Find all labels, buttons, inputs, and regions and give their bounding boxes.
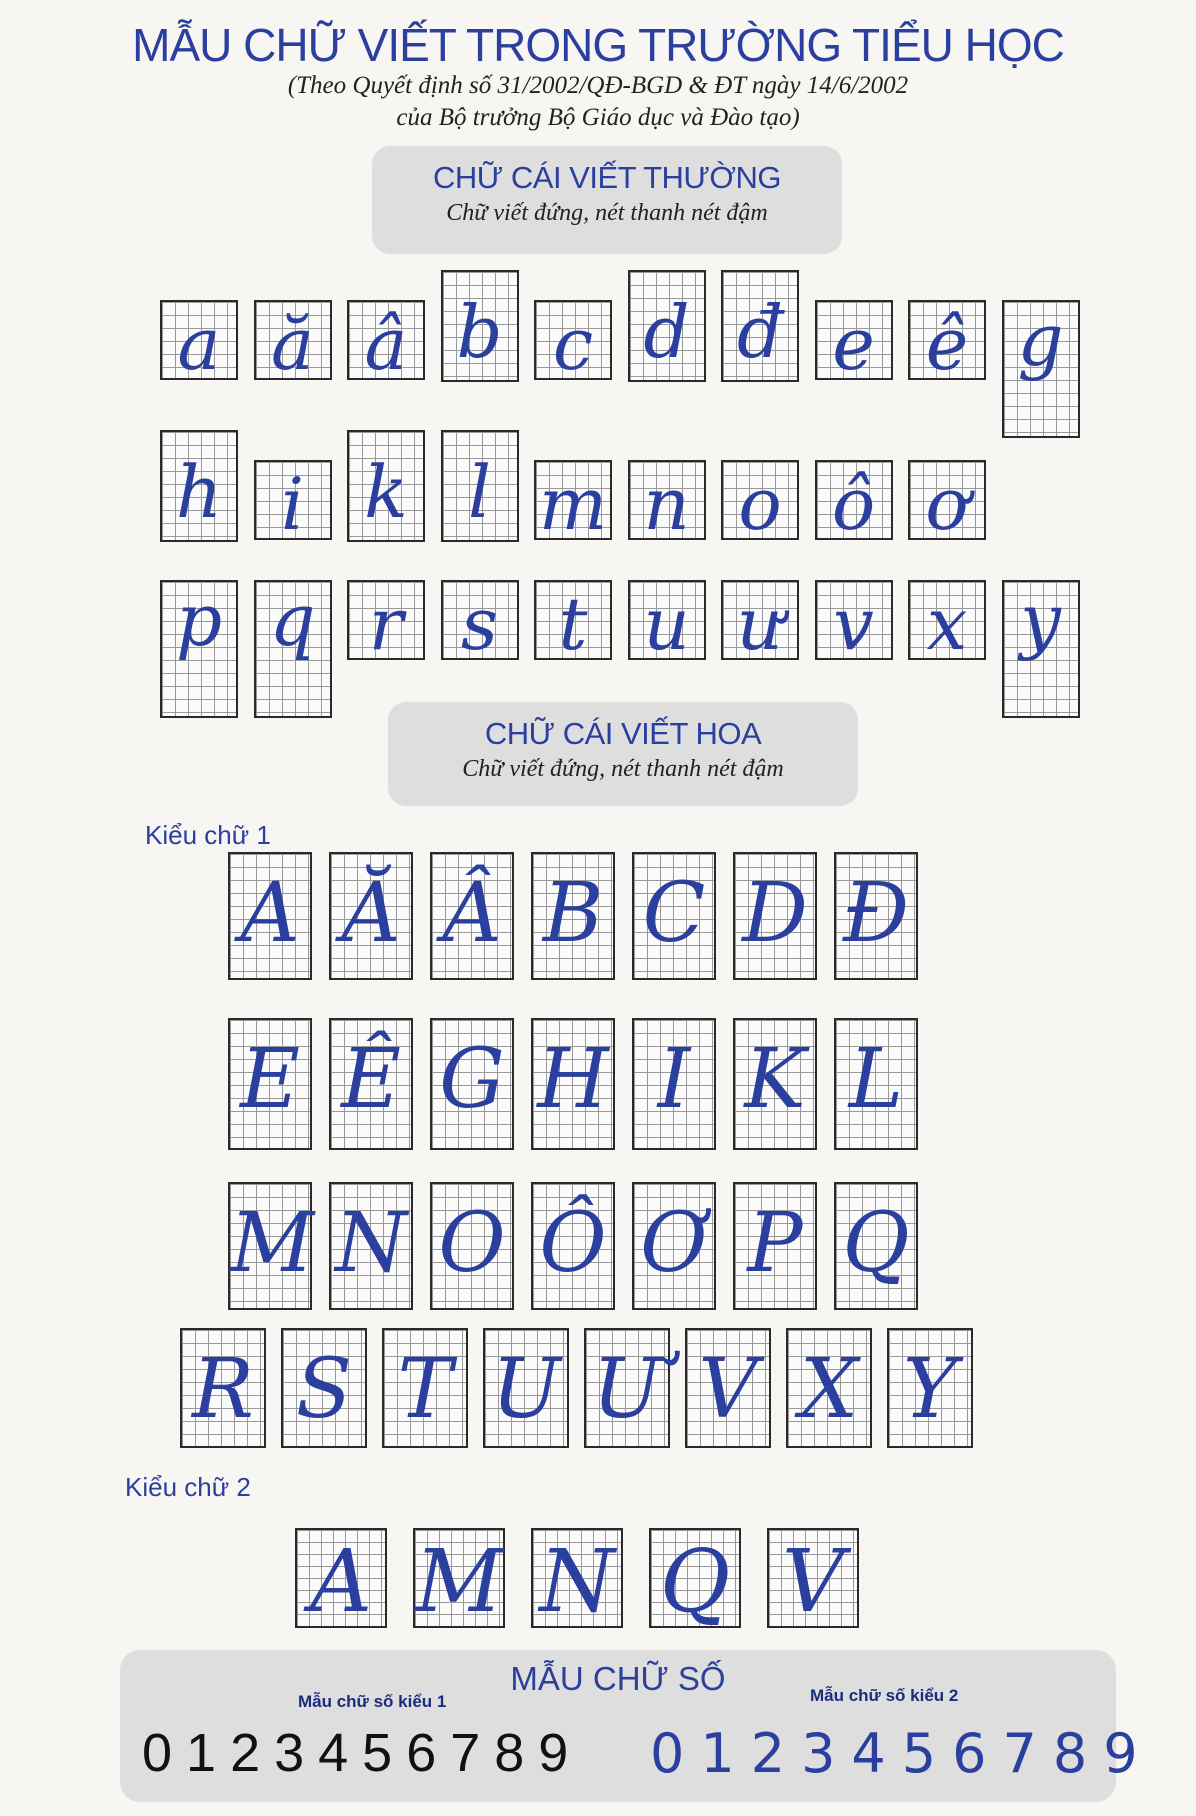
uppercase-letter-box [685, 1328, 771, 1448]
uppercase-letter-box [531, 852, 615, 980]
letter-glyph: s [461, 582, 498, 666]
lowercase-letter-box [254, 580, 332, 718]
uppercase-letter-box [733, 1182, 817, 1310]
letter-glyph: o [738, 462, 782, 546]
lowercase-letter-box [160, 430, 238, 542]
letter-glyph: e [832, 302, 875, 386]
uppercase-letter-box [228, 852, 312, 980]
lowercase-letter-box [1002, 300, 1080, 438]
letter-glyph: V [698, 1342, 758, 1437]
uppercase-letter-box [531, 1018, 615, 1150]
letter-glyph: Ơ [640, 1196, 708, 1291]
letter-glyph: g [1017, 298, 1064, 382]
letter-glyph: T [397, 1342, 453, 1437]
letter-glyph: Y [902, 1342, 958, 1437]
lowercase-letter-box [628, 580, 706, 666]
letter-glyph: N [539, 1532, 615, 1632]
uppercase-letter-box [329, 1018, 413, 1150]
letter-glyph: B [542, 866, 604, 961]
lowercase-letter-box [347, 300, 425, 386]
numbers-style2-label: Mẫu chữ số kiểu 2 [810, 1686, 959, 1705]
lowercase-letter-box [441, 430, 519, 542]
style1-label: Kiểu chữ 1 [145, 820, 271, 850]
letter-glyph: ă [271, 302, 314, 386]
letter-glyph: v [833, 582, 874, 666]
letter-glyph: i [280, 462, 305, 546]
letter-glyph: P [747, 1196, 803, 1291]
letter-glyph: Ă [341, 866, 401, 961]
letter-glyph: H [537, 1032, 609, 1127]
style2-letter-box [531, 1528, 623, 1632]
numbers-style1-label: Mẫu chữ số kiểu 1 [298, 1692, 447, 1711]
uppercase-heading: CHỮ CÁI VIẾT HOA [484, 716, 762, 751]
letter-glyph: Â [442, 866, 502, 961]
letter-glyph: Ê [341, 1032, 401, 1127]
letter-glyph: A [309, 1532, 373, 1632]
uppercase-letter-box [228, 1182, 312, 1310]
letter-glyph: y [1020, 578, 1061, 662]
lowercase-letter-box [721, 580, 799, 666]
letter-glyph: x [926, 582, 968, 666]
lowercase-subheading: Chữ viết đứng, nét thanh nét đậm [446, 200, 768, 226]
lowercase-letter-box [815, 580, 893, 666]
style2-letter-box [295, 1528, 387, 1632]
uppercase-letter-box [382, 1328, 468, 1448]
letter-glyph: X [799, 1342, 859, 1437]
lowercase-letter-box [908, 580, 986, 666]
letter-glyph: Q [659, 1532, 731, 1632]
letter-glyph: ô [831, 462, 876, 546]
letter-glyph: a [177, 302, 221, 386]
uppercase-letter-box [834, 1018, 918, 1150]
uppercase-letter-box [733, 852, 817, 980]
lowercase-letter-box [534, 460, 612, 546]
lowercase-letter-box [160, 580, 238, 718]
uppercase-letter-box [584, 1328, 670, 1448]
letter-glyph: b [456, 290, 503, 374]
uppercase-letter-box [632, 1182, 716, 1310]
uppercase-letter-box [483, 1328, 569, 1448]
uppercase-letter-box [329, 1182, 413, 1310]
uppercase-letter-box [733, 1018, 817, 1150]
lowercase-letter-box [441, 580, 519, 666]
letter-glyph: ê [925, 302, 969, 386]
letter-glyph: q [269, 578, 316, 662]
digits-style1: 0123456789 [142, 1723, 583, 1783]
letter-glyph: l [467, 450, 492, 534]
letter-glyph: S [295, 1342, 353, 1437]
letter-glyph: r [368, 582, 404, 666]
letter-glyph: ơ [925, 462, 969, 546]
lowercase-letter-box [160, 300, 238, 386]
uppercase-letter-box [887, 1328, 973, 1448]
uppercase-heading-panel [388, 702, 858, 806]
letter-glyph: C [642, 866, 706, 961]
lowercase-letter-box [254, 300, 332, 386]
lowercase-letter-box [347, 430, 425, 542]
letter-glyph: ư [736, 582, 784, 666]
letter-glyph: R [192, 1342, 254, 1437]
page-title: MẪU CHỮ VIẾT TRONG TRƯỜNG TIỂU HỌC [132, 19, 1064, 71]
uppercase-letter-box [632, 1018, 716, 1150]
uppercase-letter-box [329, 852, 413, 980]
numbers-panel [120, 1650, 1154, 1802]
letter-glyph: V [781, 1532, 845, 1632]
subtitle-line-1: (Theo Quyết định số 31/2002/QĐ-BGD & ĐT ngày 14/6/2002 [287, 72, 909, 99]
uppercase-letter-box [531, 1182, 615, 1310]
letter-glyph: E [240, 1032, 300, 1127]
letter-glyph: M [415, 1532, 504, 1632]
uppercase-letter-box [786, 1328, 872, 1448]
letter-glyph: h [175, 450, 223, 534]
letter-glyph: L [848, 1032, 904, 1127]
letter-glyph: p [175, 578, 223, 662]
lowercase-letter-box [254, 460, 332, 546]
lowercase-letter-box [815, 460, 893, 546]
lowercase-letter-box [441, 270, 519, 382]
letter-glyph: Đ [842, 866, 910, 961]
letter-glyph: K [744, 1032, 806, 1127]
lowercase-letter-box [908, 300, 986, 386]
letter-glyph: Q [842, 1196, 910, 1291]
lowercase-letter-box [347, 580, 425, 666]
lowercase-letter-box [534, 300, 612, 386]
letter-glyph: A [240, 866, 300, 961]
letter-glyph: d [643, 290, 690, 374]
uppercase-subheading: Chữ viết đứng, nét thanh nét đậm [462, 756, 784, 782]
uppercase-letter-box [430, 1182, 514, 1310]
letter-glyph: I [657, 1032, 691, 1127]
lowercase-heading-panel [372, 146, 842, 254]
letter-glyph: k [364, 450, 408, 534]
uppercase-letter-box [834, 852, 918, 980]
style2-letter-box [767, 1528, 859, 1632]
letter-glyph: N [335, 1196, 407, 1291]
letter-glyph: t [558, 582, 588, 666]
uppercase-letter-box [228, 1018, 312, 1150]
lowercase-letter-box [721, 460, 799, 546]
uppercase-letter-box [281, 1328, 367, 1448]
digits-style2: 0123456789 [650, 1722, 1154, 1785]
lowercase-letter-box [1002, 580, 1080, 718]
letter-glyph: u [643, 582, 690, 666]
letter-glyph: Ô [539, 1196, 607, 1291]
letter-glyph: c [552, 302, 594, 386]
uppercase-letter-box [632, 852, 716, 980]
uppercase-letter-box [430, 852, 514, 980]
letter-glyph: n [643, 462, 690, 546]
uppercase-letter-box [180, 1328, 266, 1448]
letter-glyph: đ [736, 290, 784, 374]
numbers-heading: MẪU CHỮ SỐ [510, 1660, 726, 1697]
letter-glyph: U [491, 1342, 561, 1437]
lowercase-letter-box [628, 270, 706, 382]
letter-glyph: D [742, 866, 808, 961]
style2-letter-box [413, 1528, 505, 1632]
lowercase-letter-box [815, 300, 893, 386]
lowercase-letter-box [908, 460, 986, 546]
uppercase-letter-box [430, 1018, 514, 1150]
letter-glyph: G [439, 1032, 505, 1127]
style2-label: Kiểu chữ 2 [125, 1472, 251, 1502]
letter-glyph: O [438, 1196, 506, 1291]
letter-glyph: M [230, 1196, 314, 1291]
lowercase-letter-box [534, 580, 612, 666]
lowercase-heading: CHỮ CÁI VIẾT THƯỜNG [433, 160, 781, 195]
letter-glyph: m [538, 462, 608, 546]
uppercase-letter-box [834, 1182, 918, 1310]
lowercase-letter-box [721, 270, 799, 382]
letter-glyph: â [364, 302, 408, 386]
letter-glyph: Ư [592, 1342, 662, 1437]
lowercase-letter-box [628, 460, 706, 546]
style2-letter-box [649, 1528, 741, 1632]
subtitle-line-2: của Bộ trưởng Bộ Giáo dục và Đào tạo) [396, 104, 800, 131]
